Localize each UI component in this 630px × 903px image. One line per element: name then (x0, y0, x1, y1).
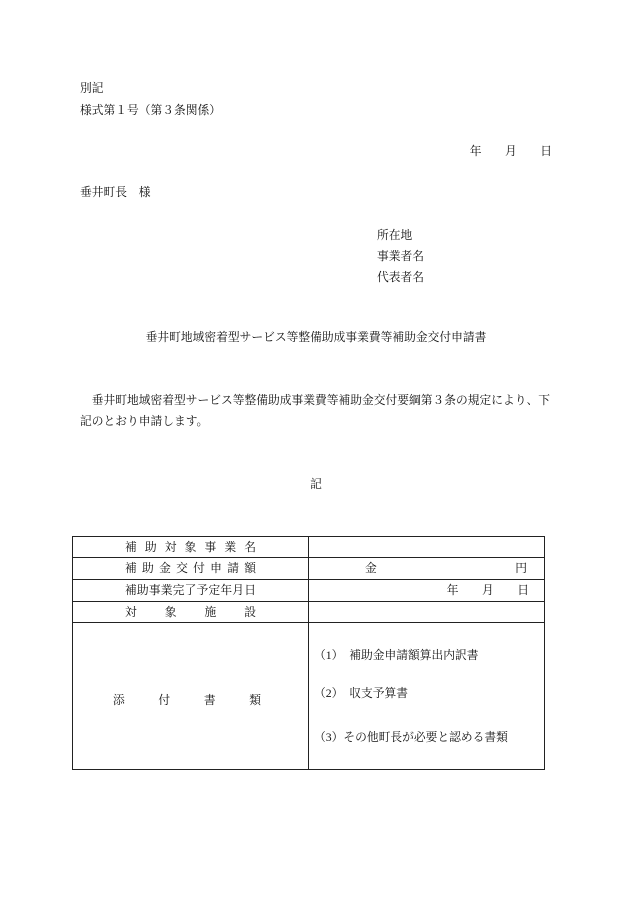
label-cell (73, 623, 309, 769)
form-number: 様式第１号（第３条関係） (80, 104, 221, 117)
label-cell (73, 558, 309, 579)
table-row (73, 580, 544, 602)
label-character: 年 (220, 584, 233, 597)
label-character: 添 (113, 693, 125, 707)
table-row (73, 602, 544, 623)
amount-suffix: 円 (515, 562, 527, 575)
label-character: 日 (244, 584, 256, 597)
label-character: 補 (125, 584, 137, 597)
record-heading: 記 (310, 478, 322, 491)
label-character: 業 (160, 584, 173, 597)
label-character: 施 (204, 605, 217, 619)
label-character: 類 (249, 693, 261, 707)
attachments-label (113, 690, 261, 711)
requested-amount-label (125, 558, 256, 579)
label-character: 予 (196, 584, 209, 597)
label-character: 了 (184, 584, 197, 597)
table-row (73, 623, 544, 769)
addressee: 垂井町長 様 (80, 186, 151, 199)
label-character: 象 (184, 540, 197, 554)
label-character: 補 (125, 540, 137, 554)
target-facility-label (125, 602, 256, 623)
label-character: 金 (159, 562, 171, 575)
label-character: 付 (193, 562, 205, 575)
document-title: 垂井町地域密着型サービス等整備助成事業費等補助金交付申請書 (145, 331, 487, 344)
attachment-item: （3）その他町長が必要と認める書類 (314, 731, 508, 744)
label-character: 月 (232, 584, 245, 597)
appendix-label: 別記 (80, 82, 104, 95)
representative-label: 代表者名 (377, 271, 424, 284)
label-character: 象 (164, 605, 177, 619)
application-table (72, 536, 545, 770)
label-character: 書 (203, 693, 216, 707)
table-row (73, 558, 544, 580)
project-name-value-cell (309, 537, 544, 557)
completion-date-value: 年 月 日 (446, 584, 529, 597)
completion-date-value-cell (309, 580, 544, 601)
label-character: 設 (244, 605, 256, 619)
label-character: 申 (210, 562, 222, 575)
label-character: 業 (224, 540, 237, 554)
label-cell (73, 537, 309, 557)
table-row (73, 537, 544, 558)
body-paragraph: 垂井町地域密着型サービス等整備助成事業費等補助金交付要綱第３条の規定により、下記のとおり申請します。 (80, 394, 550, 428)
attachment-item: （2） 収支予算書 (314, 687, 408, 700)
requested-amount-value-cell (309, 558, 544, 579)
attachment-item: （1） 補助金申請額算出内訳書 (314, 649, 479, 662)
label-character: 請 (227, 562, 239, 575)
label-character: 定 (208, 584, 221, 597)
label-character: 事 (148, 584, 161, 597)
label-character: 完 (172, 584, 185, 597)
business-name-label: 事業者名 (377, 250, 424, 263)
date-line: 年 月 日 (469, 145, 552, 158)
label-cell (73, 602, 309, 622)
label-character: 補 (125, 562, 137, 575)
completion-date-label (125, 580, 256, 601)
address-label: 所在地 (377, 229, 413, 242)
label-character: 助 (142, 562, 154, 575)
label-character: 事 (204, 540, 217, 554)
label-character: 助 (144, 540, 157, 554)
label-character: 交 (176, 562, 188, 575)
label-character: 額 (244, 562, 256, 575)
label-character: 対 (164, 540, 177, 554)
label-character: 対 (125, 605, 137, 619)
project-name-label (125, 537, 256, 558)
label-character: 付 (158, 693, 171, 707)
label-character: 名 (244, 540, 256, 554)
amount-prefix: 金 (365, 562, 377, 575)
label-character: 助 (136, 584, 149, 597)
applicant-block (377, 225, 424, 288)
attachments-value-cell (309, 623, 544, 769)
target-facility-value-cell (309, 602, 544, 622)
label-cell (73, 580, 309, 601)
